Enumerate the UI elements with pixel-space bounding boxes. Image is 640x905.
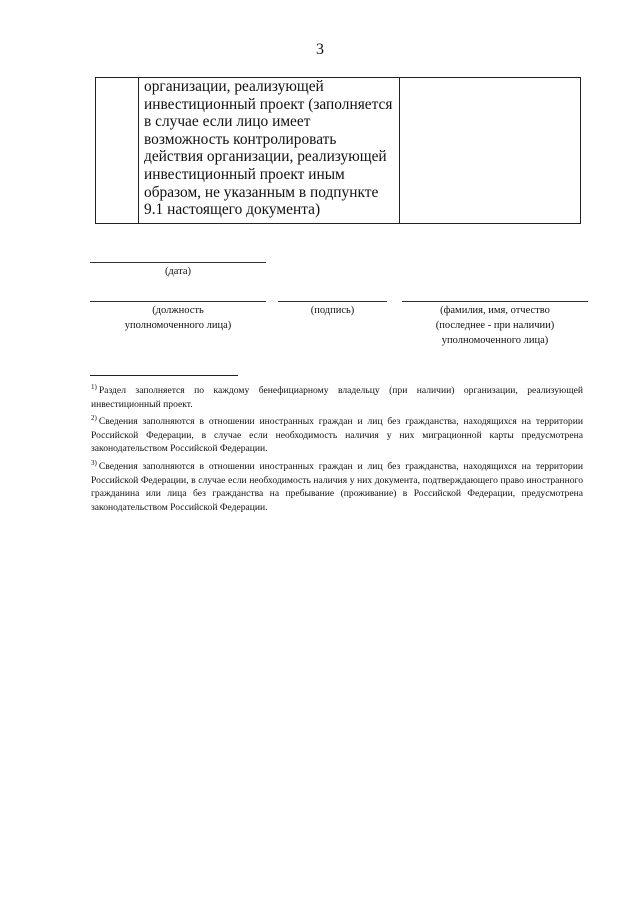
footnote-mark: 1) <box>91 383 97 391</box>
date-line <box>90 262 266 263</box>
table-cell-line: возможность контролировать <box>144 130 337 148</box>
signature-caption: (подпись) <box>310 305 355 316</box>
footnote <box>91 381 583 411</box>
name-caption <box>402 303 588 348</box>
table-cell-line: в случае если лицо имеет <box>144 113 311 131</box>
table-column-divider <box>138 78 139 223</box>
position-caption-line: уполномоченного лица) <box>124 320 232 331</box>
name-caption-line: (последнее - при наличии) <box>435 320 555 331</box>
date-caption: (дата) <box>164 266 192 277</box>
position-caption-line: (должность <box>152 305 204 316</box>
footnote <box>91 457 583 514</box>
name-caption-line: уполномоченного лица) <box>441 335 549 346</box>
form-table <box>95 77 581 224</box>
table-cell-line: образом, не указанным в подпункте <box>144 183 379 201</box>
table-cell-line: организации, реализующей <box>144 78 324 95</box>
table-cell-line: инвестиционный проект иным <box>144 165 345 183</box>
position-caption <box>90 303 266 333</box>
table-cell-line: действия организации, реализующей <box>144 148 387 166</box>
footnote-text: Раздел заполняется по каждому бенефициарному владельцу (при наличии) организации, реализующей инвестиционный проект. <box>91 385 583 410</box>
signature-line <box>278 301 387 302</box>
name-line <box>402 301 588 302</box>
name-caption-line: (фамилия, имя, отчество <box>440 305 550 316</box>
footnote-mark: 2) <box>91 414 97 423</box>
footnote-separator <box>90 375 238 376</box>
table-cell-text <box>144 78 406 219</box>
table-cell-line: 9.1 настоящего документа) <box>144 201 321 219</box>
footnotes <box>91 381 583 515</box>
page-number: 3 <box>316 41 324 58</box>
footnote-text: Сведения заполняются в отношении иностранных граждан и лиц без гражданства, находящихся на территории Российской Федерации, в случае если необходимость наличия у них документа, подтверждающего право иностранного гражданина или лица без гражданства на пребывание (проживание) в Российской Федерации, предусмотрена законодательством Российской Федерации. <box>91 460 583 513</box>
position-line <box>90 301 266 302</box>
footnote <box>91 412 583 456</box>
footnote-text: Сведения заполняются в отношении иностранных граждан и лиц без гражданства, находящихся на территории Российской Федерации, в случае если необходимость наличия у них миграционной карты предусмотрена законодательством Российской Федерации. <box>91 416 583 455</box>
table-cell-line: инвестиционный проект (заполняется <box>144 95 393 113</box>
footnote-mark: 3) <box>91 458 97 467</box>
